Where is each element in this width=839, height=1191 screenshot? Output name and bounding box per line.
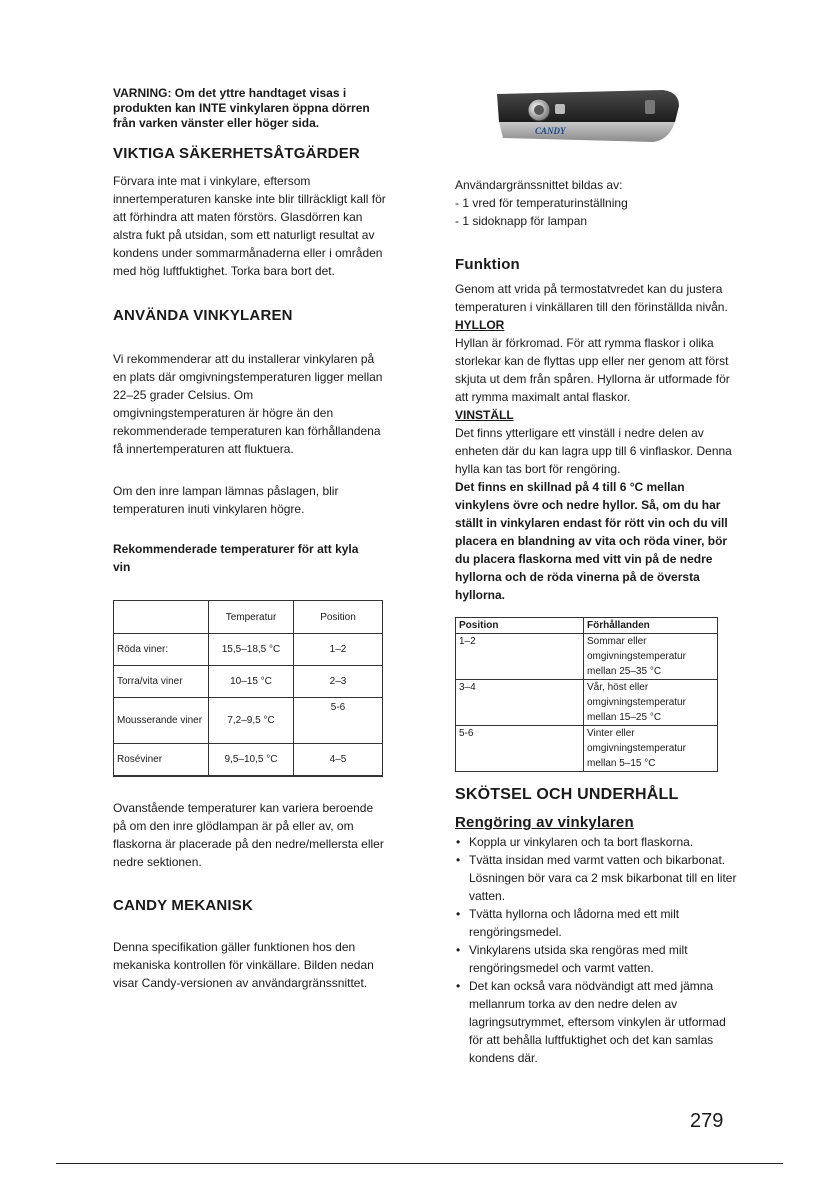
recommended-heading: Rekommenderade temperaturer för att kyla vin	[113, 542, 359, 574]
table-row	[114, 698, 383, 744]
warning-text: VARNING: Om det yttre handtaget visas i produkten kan INTE vinkylaren öppna dörren från varken vänster eller höger sida.	[113, 86, 370, 130]
list-item-text: Det kan också vara nödvändigt att med jämna mellanrum torka av den nedre delen av lagringsutrymmet, eftersom vinkylen är utformad för att behålla luftfuktighet och det kan samlas kondens där.	[469, 979, 726, 1065]
bullet-icon: •	[456, 853, 461, 867]
position-cell: 1–2	[456, 634, 584, 680]
function-heading: Funktion	[455, 256, 520, 273]
table-header-row	[114, 601, 383, 634]
table-row	[114, 634, 383, 666]
interface-item: - 1 sidoknapp för lampan	[455, 214, 588, 228]
left-column	[113, 86, 388, 992]
panel-bottom	[499, 122, 675, 142]
position-cell: 3–4	[456, 680, 584, 726]
table-row	[114, 744, 383, 776]
footer-divider	[56, 1163, 783, 1164]
function-text: Genom att vrida på termostatvredet kan du justera temperaturen i vinkällaren till den förinställda nivån.	[455, 282, 728, 314]
bullet-icon: •	[456, 907, 461, 921]
condition-cell: Vår, höst eller omgivningstemperatur mellan 15–25 °C	[584, 680, 718, 726]
insert-warning: Det finns en skillnad på 4 till 6 °C mellan vinkylens övre och nedre hyllor. Så, om du har ställt in vinkylaren endast för rött vin och du vill placera en blandning av vita och röda viner, bör du placera flaskorna med vitt vin på de nedre hyllorna och de röda vinerna på de översta hyllorna.	[455, 480, 728, 602]
wine-temp: 10–15 °C	[209, 666, 294, 698]
wine-position: 4–5	[294, 744, 383, 776]
cleaning-heading: Rengöring av vinkylaren	[455, 814, 634, 831]
wine-temp: 7,2–9,5 °C	[209, 698, 294, 744]
table-header-empty	[114, 601, 209, 634]
table-row	[456, 680, 718, 726]
wine-type: Roséviner	[114, 744, 209, 776]
knob-center	[534, 105, 544, 115]
insert-heading: VINSTÄLL	[455, 408, 514, 422]
list-item-text: Tvätta insidan med varmt vatten och bikarbonat. Lösningen bör vara ca 2 msk bikarbonat till en liter vatten.	[469, 853, 737, 903]
shelves-heading: HYLLOR	[455, 318, 505, 332]
control-panel-image	[493, 82, 681, 150]
list-item-text: Vinkylarens utsida ska rengöras med milt rengöringsmedel och varmt vatten.	[469, 943, 688, 975]
variation-text: Ovanstående temperaturer kan variera beroende på om den inre glödlampan är på eller av, om flaskorna är placerade på den nedre/mellersta eller nedre sektionen.	[113, 800, 384, 869]
brand-logo: CANDY	[535, 126, 566, 136]
table-row	[456, 634, 718, 680]
wine-position: 1–2	[294, 634, 383, 666]
knob-marker	[555, 104, 565, 114]
temperature-table	[113, 600, 383, 777]
position-cell: 5-6	[456, 726, 584, 772]
table-header-position: Position	[294, 601, 383, 634]
mech-text: Denna specifikation gäller funktionen hos den mekaniska kontrollen för vinkällare. Bilden nedan visar Candy-versionen av användargränssnittet.	[113, 939, 374, 990]
interface-item: - 1 vred för temperaturinställning	[455, 196, 628, 210]
cleaning-list	[455, 833, 740, 1067]
shelves-text: Hyllan är förkromad. För att rymma flaskor i olika storlekar kan de flyttas upp eller ner genom att först skjuta ut dem från spåren. Hyllorna är utformade för att rymma maximalt antal flaskor.	[455, 336, 730, 404]
table-header-row	[456, 618, 718, 634]
table-header-conditions: Förhållanden	[584, 618, 718, 634]
list-item	[455, 905, 740, 941]
bullet-icon: •	[456, 943, 461, 957]
wine-type: Torra/vita viner	[114, 666, 209, 698]
interface-intro: Användargränssnittet bildas av:	[455, 178, 623, 192]
use-heading: ANVÄNDA VINKYLAREN	[113, 307, 293, 324]
page-number: 279	[690, 1110, 724, 1132]
bullet-icon: •	[456, 835, 461, 849]
list-item-text: Koppla ur vinkylaren och ta bort flaskorna.	[469, 835, 694, 849]
list-item	[455, 851, 740, 905]
wine-temp: 15,5–18,5 °C	[209, 634, 294, 666]
safety-text: Förvara inte mat i vinkylare, eftersom innertemperaturen kanske inte blir tillräckligt kall för att förhindra att maten förstörs. Glasdörren kan alstra fukt på utsidan, som ett naturligt resultat av kondens under sommarmånaderna eller i områden med hög luftfuktighet. Torka bara bort det.	[113, 174, 386, 278]
list-item	[455, 941, 740, 977]
lamp-button-icon	[645, 100, 655, 114]
condition-cell: Vinter eller omgivningstemperatur mellan 5–15 °C	[584, 726, 718, 772]
table-header-temp: Temperatur	[209, 601, 294, 634]
table-header-position: Position	[456, 618, 584, 634]
safety-heading: VIKTIGA SÄKERHETSÅTGÄRDER	[113, 145, 360, 162]
right-column	[455, 82, 740, 1067]
condition-cell: Sommar eller omgivningstemperatur mellan 25–35 °C	[584, 634, 718, 680]
use-text: Vi rekommenderar att du installerar vinkylaren på en plats där omgivningstemperaturen ligger mellan 22–25 grader Celsius. Om omgivningstemperaturen är högre än den rekommenderade temperaturen kan förhållandena få innertemperaturen att fluktuera.	[113, 352, 383, 456]
list-item	[455, 977, 740, 1067]
list-item-text: Tvätta hyllorna och lådorna med ett milt rengöringsmedel.	[469, 907, 680, 939]
position-table	[455, 617, 718, 772]
list-item	[455, 833, 740, 851]
table-row	[456, 726, 718, 772]
bullet-icon: •	[456, 979, 461, 993]
table-row	[114, 666, 383, 698]
wine-position: 5-6	[294, 698, 383, 744]
wine-position: 2–3	[294, 666, 383, 698]
wine-type: Röda viner:	[114, 634, 209, 666]
control-panel-illustration	[493, 82, 681, 150]
wine-temp: 9,5–10,5 °C	[209, 744, 294, 776]
wine-type: Mousserande viner	[114, 698, 209, 744]
mech-heading: CANDY MEKANISK	[113, 896, 254, 914]
insert-text: Det finns ytterligare ett vinställ i nedre delen av enheten där du kan lagra upp till 6 vinflaskor. Denna hylla kan tas bort för rengöring.	[455, 426, 732, 476]
lamp-text: Om den inre lampan lämnas påslagen, blir temperaturen inuti vinkylaren högre.	[113, 484, 339, 516]
care-heading: SKÖTSEL OCH UNDERHÅLL	[455, 786, 679, 803]
